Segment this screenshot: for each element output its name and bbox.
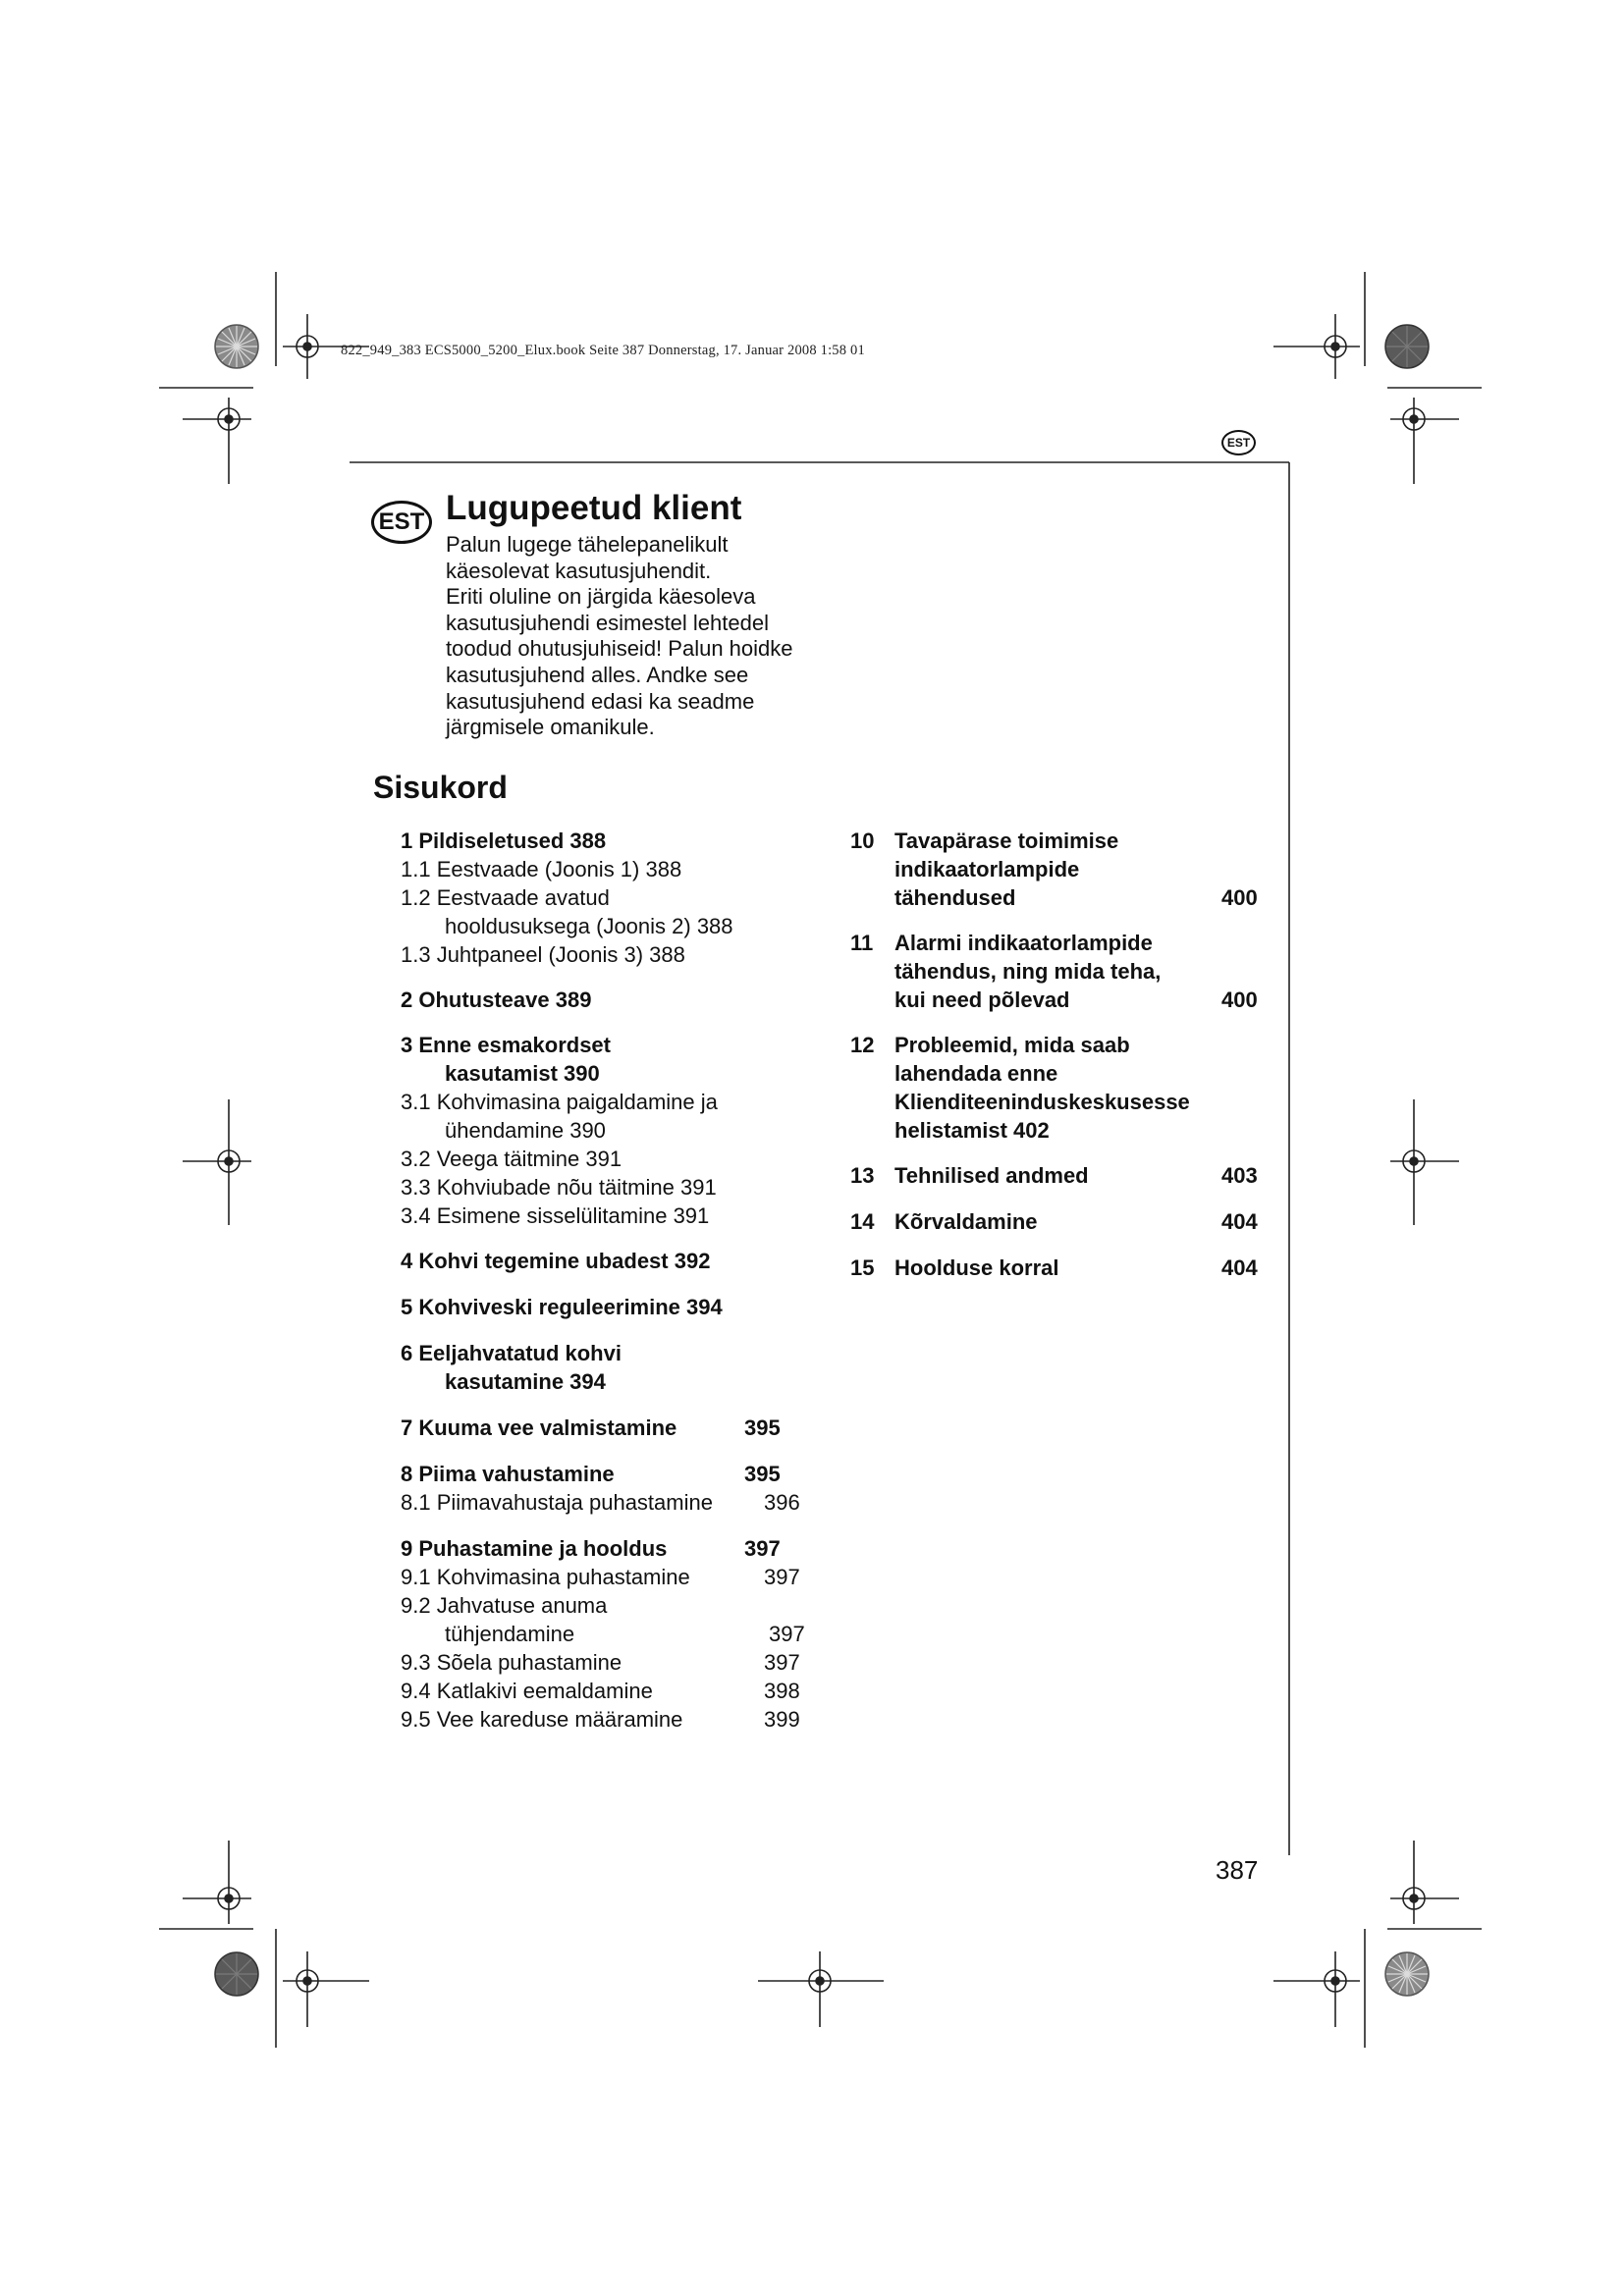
calibration-rosette-bottom-right	[1385, 1952, 1429, 1996]
toc-entry-label: 1.2 Eestvaade avatud	[401, 885, 610, 910]
toc-entry-label: 1 Pildiseletused 388	[401, 828, 607, 853]
registration-mark-top-right-a	[1273, 314, 1360, 379]
toc-entry-page: 395	[744, 1462, 781, 1486]
toc-entry-page: 397	[744, 1536, 781, 1561]
toc-entry-label: kasutamist 390	[445, 1061, 600, 1086]
toc-entry-label: ühendamine 390	[445, 1118, 606, 1143]
toc-entry-label: 9.3 Sõela puhastamine	[401, 1650, 623, 1675]
toc-entry	[401, 1031, 611, 1059]
toc-entry-page: 404	[1221, 1255, 1258, 1280]
toc-entry-number: 11	[850, 931, 874, 955]
toc-entry-label: kui need põlevad	[894, 988, 1070, 1012]
page-title: Lugupeetud klient	[446, 489, 742, 527]
toc-entry	[401, 1591, 607, 1620]
toc-entry-label: tühjendamine	[445, 1622, 575, 1646]
toc-entry-label: 9.4 Katlakivi eemaldamine	[401, 1679, 653, 1703]
toc-entry-page: 403	[1221, 1163, 1258, 1188]
toc-entry-page: 395	[744, 1415, 781, 1440]
intro-line: kasutusjuhend alles. Andke see	[446, 662, 749, 687]
toc-entry-label: Klienditeeninduskeskusesse	[894, 1090, 1190, 1114]
intro-line: käesolevat kasutusjuhendit.	[446, 558, 712, 583]
intro-line: järgmisele omanikule.	[446, 715, 655, 740]
toc-entry	[445, 1059, 600, 1088]
toc-entry	[445, 1116, 606, 1145]
registration-mark-mid-left	[183, 1099, 251, 1225]
toc-entry-page: 404	[1221, 1209, 1258, 1234]
print-header: 822_949_383 ECS5000_5200_Elux.book Seite 387 Donnerstag, 17. Januar 2008 1:58 01	[341, 343, 865, 358]
toc-entry-number: 12	[850, 1033, 875, 1057]
toc-entry-label: tähendus, ning mida teha,	[894, 959, 1162, 984]
calibration-rosette-top-left	[215, 325, 258, 368]
toc-entry	[401, 855, 681, 883]
registration-mark-top-right-b	[1390, 398, 1459, 484]
toc-entry-label: Tavapärase toimimise	[894, 828, 1119, 853]
toc-entry-label: 9 Puhastamine ja hooldus	[401, 1536, 668, 1561]
toc-entry-label: 3 Enne esmakordset	[401, 1033, 611, 1057]
toc-entry	[401, 1563, 690, 1591]
toc-entry-page: 396	[764, 1490, 800, 1515]
intro-line: kasutusjuhend edasi ka seadme	[446, 688, 755, 714]
toc-entry-page: 397	[764, 1650, 800, 1675]
registration-mark-bottom-center	[758, 1951, 884, 2027]
intro-line: Eriti oluline on järgida käesoleva	[446, 584, 756, 610]
intro-line: Palun lugege tähelepanelikult	[446, 532, 729, 557]
toc-entry-number: 15	[850, 1255, 875, 1280]
toc-entry-label: 4 Kohvi tegemine ubadest 392	[401, 1249, 711, 1273]
toc-heading: Sisukord	[373, 770, 508, 805]
toc-entry-page: 399	[764, 1707, 800, 1732]
toc-entry	[401, 1677, 653, 1705]
toc-entry-label: lahendada enne	[894, 1061, 1058, 1086]
toc-entry	[401, 1705, 682, 1734]
toc-entry	[401, 827, 606, 855]
registration-mark-bottom-right-a	[1273, 1951, 1360, 2027]
intro-line: kasutusjuhendi esimestel lehtedel	[446, 610, 769, 635]
toc-entry-page: 400	[1221, 885, 1258, 910]
toc-entry-number: 14	[850, 1209, 875, 1234]
toc-entry-label: 3.2 Veega täitmine 391	[401, 1147, 623, 1171]
toc-entry-label: 9.1 Kohvimasina puhastamine	[401, 1565, 690, 1589]
toc-entry	[401, 1293, 723, 1321]
toc-entry-label: 3.4 Esimene sisselülitamine 391	[401, 1203, 710, 1228]
toc-entry-label: helistamist 402	[894, 1118, 1050, 1143]
toc-entry-label: 8 Piima vahustamine	[401, 1462, 615, 1486]
intro-text	[446, 532, 839, 741]
registration-mark-top-left-b	[183, 398, 251, 484]
toc-entry-label: kasutamine 394	[445, 1369, 606, 1394]
toc-entry	[401, 1414, 677, 1442]
toc-entry-number: 10	[850, 828, 875, 853]
toc-entry-label: 3.3 Kohviubade nõu täitmine 391	[401, 1175, 717, 1200]
toc-entry-number: 13	[850, 1163, 875, 1188]
toc-entry	[401, 1088, 718, 1116]
toc-entry-label: 9.5 Vee kareduse määramine	[401, 1707, 683, 1732]
toc-entry-label: 5 Kohviveski reguleerimine 394	[401, 1295, 723, 1319]
language-badge: EST	[371, 501, 432, 544]
intro-line: toodud ohutusjuhiseid! Palun hoidke	[446, 636, 793, 662]
toc-entry	[401, 1460, 615, 1488]
toc-entry-label: Kõrvaldamine	[894, 1209, 1038, 1234]
toc-entry-label: 1.3 Juhtpaneel (Joonis 3) 388	[401, 942, 685, 967]
toc-entry	[401, 1201, 709, 1230]
toc-entry	[445, 912, 733, 940]
toc-entry-label: Hoolduse korral	[894, 1255, 1059, 1280]
toc-entry-page: 397	[764, 1565, 800, 1589]
toc-entry	[401, 1488, 713, 1517]
toc-entry-label: 6 Eeljahvatatud kohvi	[401, 1341, 622, 1365]
page-number: 387	[1216, 1855, 1259, 1885]
toc-entry	[401, 1339, 622, 1367]
toc-entry	[401, 1173, 717, 1201]
toc-entry	[401, 986, 591, 1014]
calibration-rosette-bottom-left	[215, 1952, 258, 1996]
toc-entry-label: 9.2 Jahvatuse anuma	[401, 1593, 608, 1618]
toc-entry	[445, 1367, 606, 1396]
toc-entry	[445, 1620, 574, 1648]
toc-entry-page: 400	[1221, 988, 1258, 1012]
toc-entry-page: 397	[769, 1622, 805, 1646]
toc-entry-label: Alarmi indikaatorlampide	[894, 931, 1153, 955]
toc-entry	[401, 1648, 622, 1677]
toc-entry-label: Tehnilised andmed	[894, 1163, 1089, 1188]
toc-entry-page: 398	[764, 1679, 800, 1703]
toc-entry-label: 8.1 Piimavahustaja puhastamine	[401, 1490, 713, 1515]
toc-entry	[401, 1145, 622, 1173]
toc-entry-label: tähendused	[894, 885, 1016, 910]
toc-entry-label: 3.1 Kohvimasina paigaldamine ja	[401, 1090, 718, 1114]
toc-entry	[401, 940, 685, 969]
toc-entry-label: 2 Ohutusteave 389	[401, 988, 592, 1012]
toc-entry-label: 7 Kuuma vee valmistamine	[401, 1415, 677, 1440]
toc-entry-label: 1.1 Eestvaade (Joonis 1) 388	[401, 857, 682, 881]
registration-mark-mid-right	[1390, 1099, 1459, 1225]
toc-entry	[401, 1247, 710, 1275]
toc-entry	[401, 883, 610, 912]
calibration-rosette-top-right	[1385, 325, 1429, 368]
toc-entry	[401, 1534, 667, 1563]
toc-entry-label: Probleemid, mida saab	[894, 1033, 1130, 1057]
toc-entry-label: indikaatorlampide	[894, 857, 1080, 881]
registration-mark-bottom-left-b	[183, 1841, 251, 1924]
registration-mark-bottom-left-a	[283, 1951, 369, 2027]
registration-mark-bottom-right-b	[1390, 1841, 1459, 1924]
toc-entry-label: hooldusuksega (Joonis 2) 388	[445, 914, 733, 938]
language-badge-small: EST	[1221, 430, 1256, 455]
